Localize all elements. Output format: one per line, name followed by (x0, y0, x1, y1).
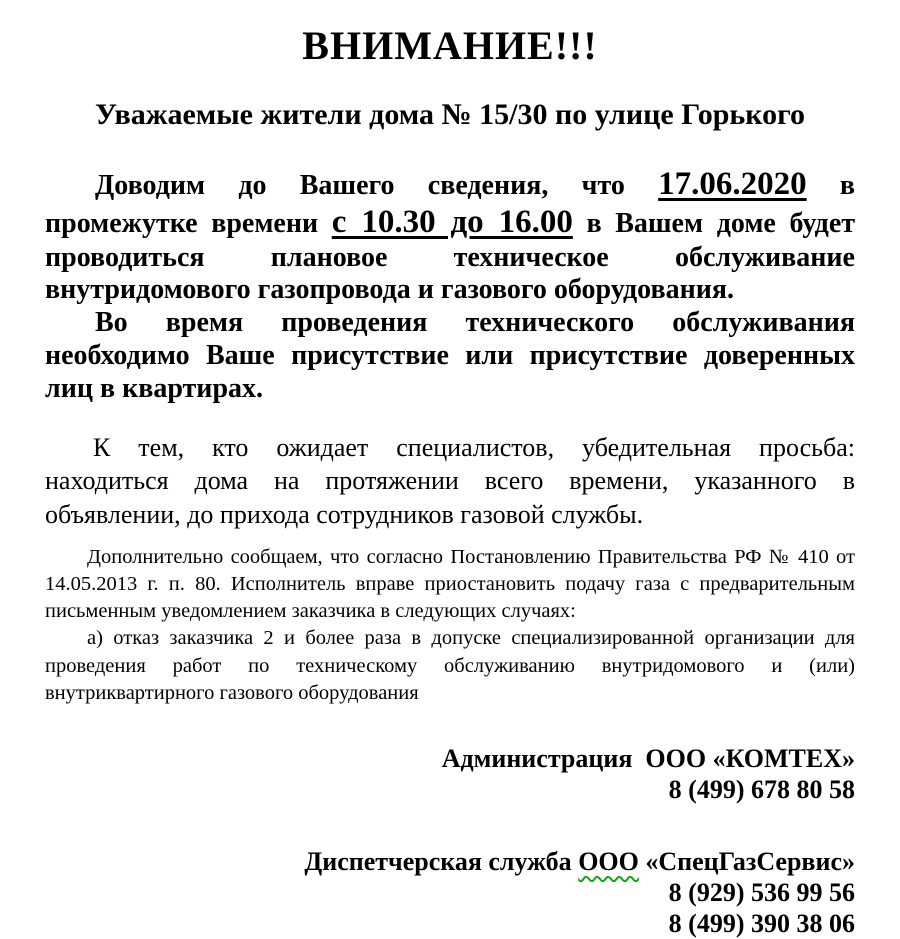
signature-admin-org: Администрация ООО «КОМТЕХ» (441, 744, 855, 774)
service-date: 17.06.2020 (658, 165, 807, 202)
paragraph-request: К тем, кто ожидает специалистов, убедительная просьба: находиться дома на протяжении всего времени, указанного в объявлении, до прихода сотрудников газовой службы. (45, 433, 855, 529)
notice-text-1: Доводим до Вашего сведения, что (95, 169, 659, 201)
signature-admin-phone: 8 (499) 678 80 58 (668, 775, 855, 805)
legal-item-a: а) отказ заказчика 2 и более раза в допуске специализированной организации для проведения работ по техническому обслуживанию внутридомового и (или) внутриквартирного газового оборудования (45, 627, 855, 704)
dispatch-org-text-2: «СпецГазСервис» (638, 847, 855, 877)
notice-text-3: в Вашем доме будет проводиться плановое техническое обслуживание внутридомового газопровода и газового оборудования. (45, 208, 856, 306)
signature-dispatch-phone-2: 8 (499) 390 38 06 (668, 908, 855, 938)
dispatch-org-text-1: Диспетчерская служба (304, 847, 579, 877)
signature-dispatch-org (45, 847, 855, 878)
page-title: ВНИМАНИЕ!!! (302, 23, 598, 68)
notice-text-2: в промежутке времени (45, 169, 855, 240)
signature-dispatch-phone-1: 8 (929) 536 99 56 (668, 878, 855, 908)
signature-admin (45, 743, 855, 805)
spellcheck-underlined-word: ООО (578, 847, 639, 877)
signature-dispatch (45, 847, 855, 939)
paragraph-notice (45, 165, 855, 308)
paragraph-presence: Во время проведения технического обслуживания необходимо Ваше присутствие или присутствие доверенных лиц в квартирах. (45, 307, 855, 404)
salutation: Уважаемые жители дома № 15/30 по улице Горького (94, 98, 806, 131)
service-time: с 10.30 до 16.00 (331, 204, 573, 241)
legal-intro: Дополнительно сообщаем, что согласно Постановлению Правительства РФ № 410 от 14.05.2013 г. п. 80. Исполнитель вправе приостановить подачу газа с предварительным письменным уведомлением заказчика в следующих случаях: (45, 545, 855, 623)
legal-section (45, 544, 855, 708)
